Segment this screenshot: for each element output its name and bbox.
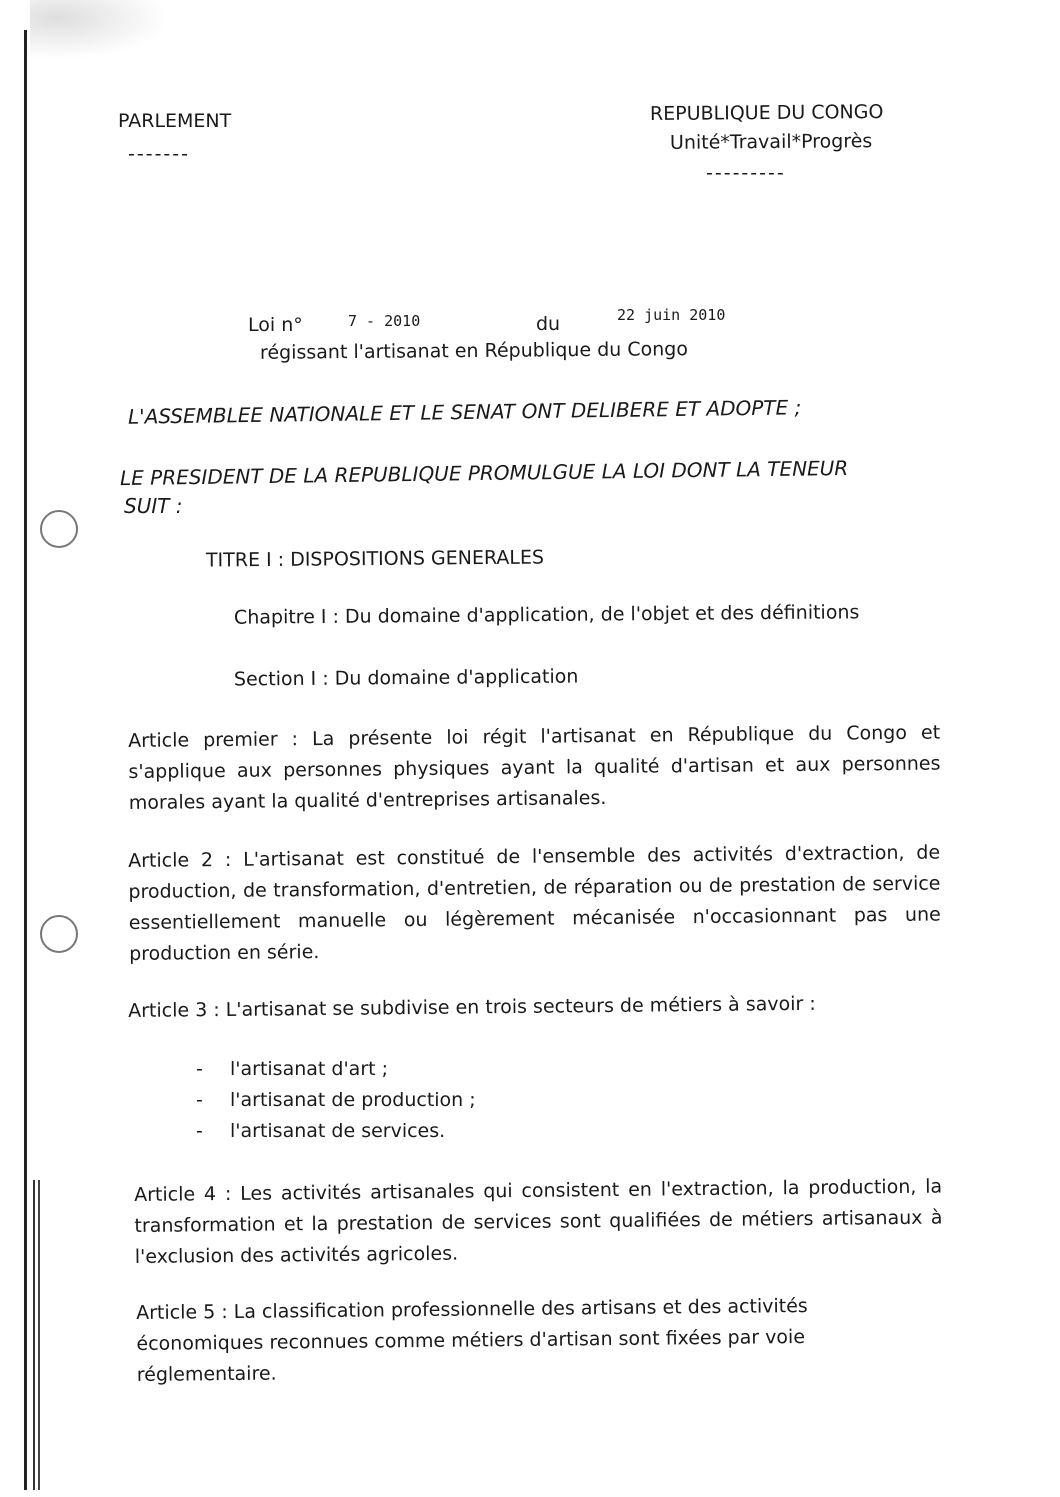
article-premier (128, 717, 941, 818)
sectors-list (196, 1054, 476, 1147)
law-subject: régissant l'artisanat en République du Congo (259, 338, 689, 364)
section-heading: Section I : Du domaine d'application (233, 665, 579, 691)
header-right-rule: --------- (706, 162, 786, 184)
punch-hole (40, 915, 78, 953)
article-2 (128, 837, 941, 969)
scan-smudge (30, 0, 170, 60)
article-text: L'artisanat se subdivise en trois secteurs de métiers à savoir : (225, 992, 816, 1021)
article-label: Article 5 : (136, 1301, 228, 1324)
scan-edge-line (33, 1180, 35, 1490)
scan-edge-line (38, 1180, 40, 1490)
article-4 (134, 1172, 943, 1273)
chapitre-heading: Chapitre I : Du domaine d'application, de l'objet et des définitions (233, 601, 860, 629)
article-label: Article 3 : (128, 999, 220, 1022)
article-3 (128, 987, 940, 1027)
preamble-president-line2: SUIT : (124, 494, 183, 518)
article-text: L'artisanat est constitué de l'ensemble des activités d'extraction, de production, de transformation, d'entretien, de réparation ou de prestation de service essentiellement manuelle ou légèrement mécanisée n'occasionnant pas une production en série. (128, 841, 941, 965)
law-du: du (536, 313, 561, 335)
article-text: Les activités artisanales qui consistent en l'extraction, la production, la transformation et la prestation de services sont qualifiées de métiers artisanaux à l'exclusion des activités agricoles. (134, 1175, 943, 1268)
law-prefix: Loi n° (248, 314, 303, 336)
article-text: La classification professionnelle des artisans et des activités économiques reconnues comme métiers d'artisan sont fixées par voie réglementaire. (136, 1294, 808, 1386)
article-label: Article 4 : (134, 1182, 232, 1206)
article-label: Article 2 : (128, 848, 232, 872)
header-country: REPUBLIQUE DU CONGO (649, 100, 884, 126)
header-motto: Unité*Travail*Progrès (669, 130, 873, 154)
law-date: 22 juin 2010 (617, 306, 726, 324)
preamble-president-line1: LE PRESIDENT DE LA REPUBLIQUE PROMULGUE LA LOI DONT LA TENEUR (119, 455, 849, 491)
punch-hole (40, 510, 78, 548)
preamble-assembly: L'ASSEMBLEE NATIONALE ET LE SENAT ONT DELIBERE ET ADOPTE ; (127, 395, 802, 429)
law-number: 7 - 2010 (348, 312, 421, 330)
header-parlement: PARLEMENT (118, 110, 232, 132)
list-item: - l'artisanat de services. (196, 1116, 476, 1147)
article-label: Article premier : (128, 728, 299, 752)
article-5 (136, 1290, 877, 1391)
article-text: La présente loi régit l'artisanat en République du Congo et s'applique aux personnes physiques ayant la qualité d'artisan et aux personnes morales ayant la qualité d'entreprises artisanales. (128, 721, 941, 814)
header-left-rule: ------- (128, 143, 190, 165)
list-item: - l'artisanat de production ; (196, 1085, 476, 1116)
titre-heading: TITRE I : DISPOSITIONS GENERALES (205, 546, 545, 572)
list-item: - l'artisanat d'art ; (196, 1054, 476, 1085)
scan-edge-line (24, 30, 27, 1490)
